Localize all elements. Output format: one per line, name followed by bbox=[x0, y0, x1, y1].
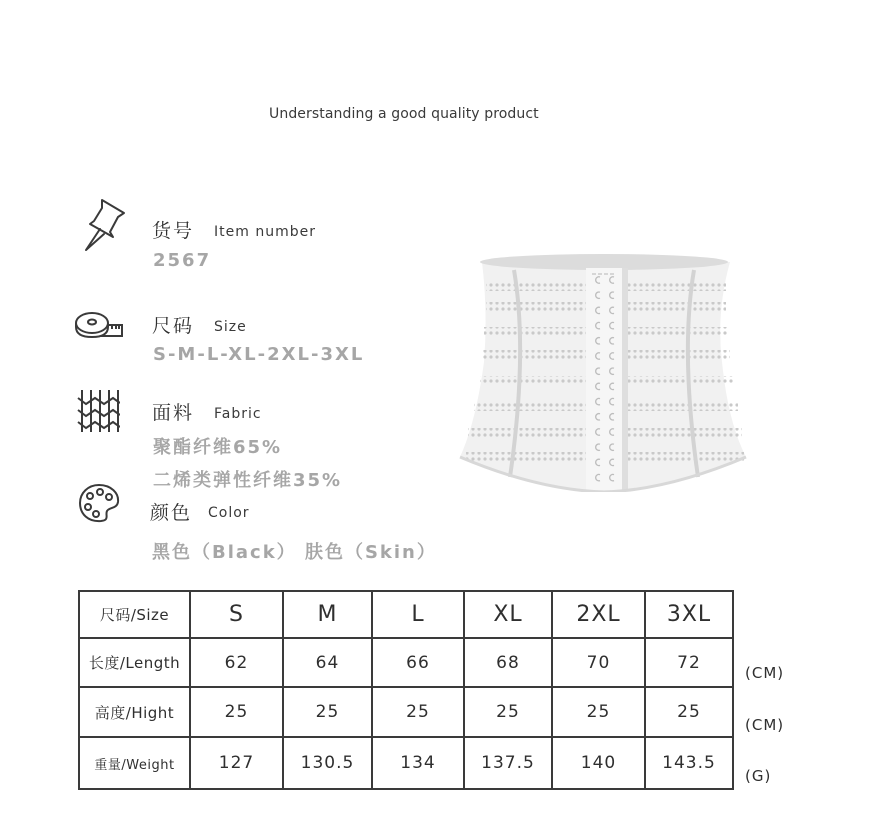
size-label-zh: 尺码 bbox=[152, 315, 195, 337]
table-cell: 127 bbox=[190, 737, 283, 789]
table-cell: 66 bbox=[372, 638, 464, 687]
table-cell: 70 bbox=[552, 638, 645, 687]
table-header-cell: XL bbox=[464, 591, 552, 638]
measuring-tape-icon bbox=[74, 310, 126, 340]
table-row bbox=[79, 737, 733, 789]
table-header-cell: 尺码/Size bbox=[79, 591, 190, 638]
table-cell: 134 bbox=[372, 737, 464, 789]
table-cell: 25 bbox=[464, 687, 552, 737]
table-header-cell: S bbox=[190, 591, 283, 638]
table-cell: 72 bbox=[645, 638, 733, 687]
table-cell: 64 bbox=[283, 638, 372, 687]
item-number-label-en: Item number bbox=[214, 224, 316, 240]
table-row-label: 长度/Length bbox=[79, 638, 190, 687]
color-label-zh: 颜色 bbox=[150, 502, 193, 524]
table-cell: 25 bbox=[645, 687, 733, 737]
palette-icon bbox=[77, 482, 121, 524]
size-chart-table bbox=[78, 590, 734, 790]
table-cell: 68 bbox=[464, 638, 552, 687]
size-label-en: Size bbox=[214, 319, 247, 335]
fabric-value-polyester: 聚酯纤维65% bbox=[153, 437, 283, 458]
table-header-row bbox=[79, 591, 733, 638]
table-header-cell: L bbox=[372, 591, 464, 638]
fabric-weave-icon bbox=[76, 388, 120, 434]
table-cell: 25 bbox=[552, 687, 645, 737]
table-cell: 62 bbox=[190, 638, 283, 687]
table-row bbox=[79, 638, 733, 687]
size-value: S-M-L-XL-2XL-3XL bbox=[153, 344, 365, 365]
fabric-label-zh: 面料 bbox=[152, 402, 195, 424]
table-header-cell: 3XL bbox=[645, 591, 733, 638]
weight-unit: (G) bbox=[745, 767, 772, 785]
table-header-cell: M bbox=[283, 591, 372, 638]
table-cell: 140 bbox=[552, 737, 645, 789]
color-value: 黑色（Black） 肤色（Skin） bbox=[152, 542, 437, 563]
pushpin-icon bbox=[80, 196, 128, 254]
table-row bbox=[79, 687, 733, 737]
color-label-en: Color bbox=[208, 505, 250, 521]
waist-trainer-image bbox=[458, 252, 750, 496]
length-unit: (CM) bbox=[745, 664, 785, 682]
height-unit: (CM) bbox=[745, 716, 785, 734]
table-header-cell: 2XL bbox=[552, 591, 645, 638]
table-cell: 25 bbox=[283, 687, 372, 737]
page-subtitle: Understanding a good quality product bbox=[269, 106, 539, 122]
table-cell: 25 bbox=[190, 687, 283, 737]
fabric-value-spandex: 二烯类弹性纤维35% bbox=[153, 470, 343, 491]
item-number-label-zh: 货号 bbox=[152, 220, 195, 242]
fabric-label-en: Fabric bbox=[214, 406, 262, 422]
table-row-label: 重量/Weight bbox=[79, 737, 190, 789]
table-cell: 143.5 bbox=[645, 737, 733, 789]
table-row-label: 高度/Hight bbox=[79, 687, 190, 737]
item-number-value: 2567 bbox=[153, 250, 212, 271]
table-cell: 137.5 bbox=[464, 737, 552, 789]
table-cell: 25 bbox=[372, 687, 464, 737]
table-cell: 130.5 bbox=[283, 737, 372, 789]
